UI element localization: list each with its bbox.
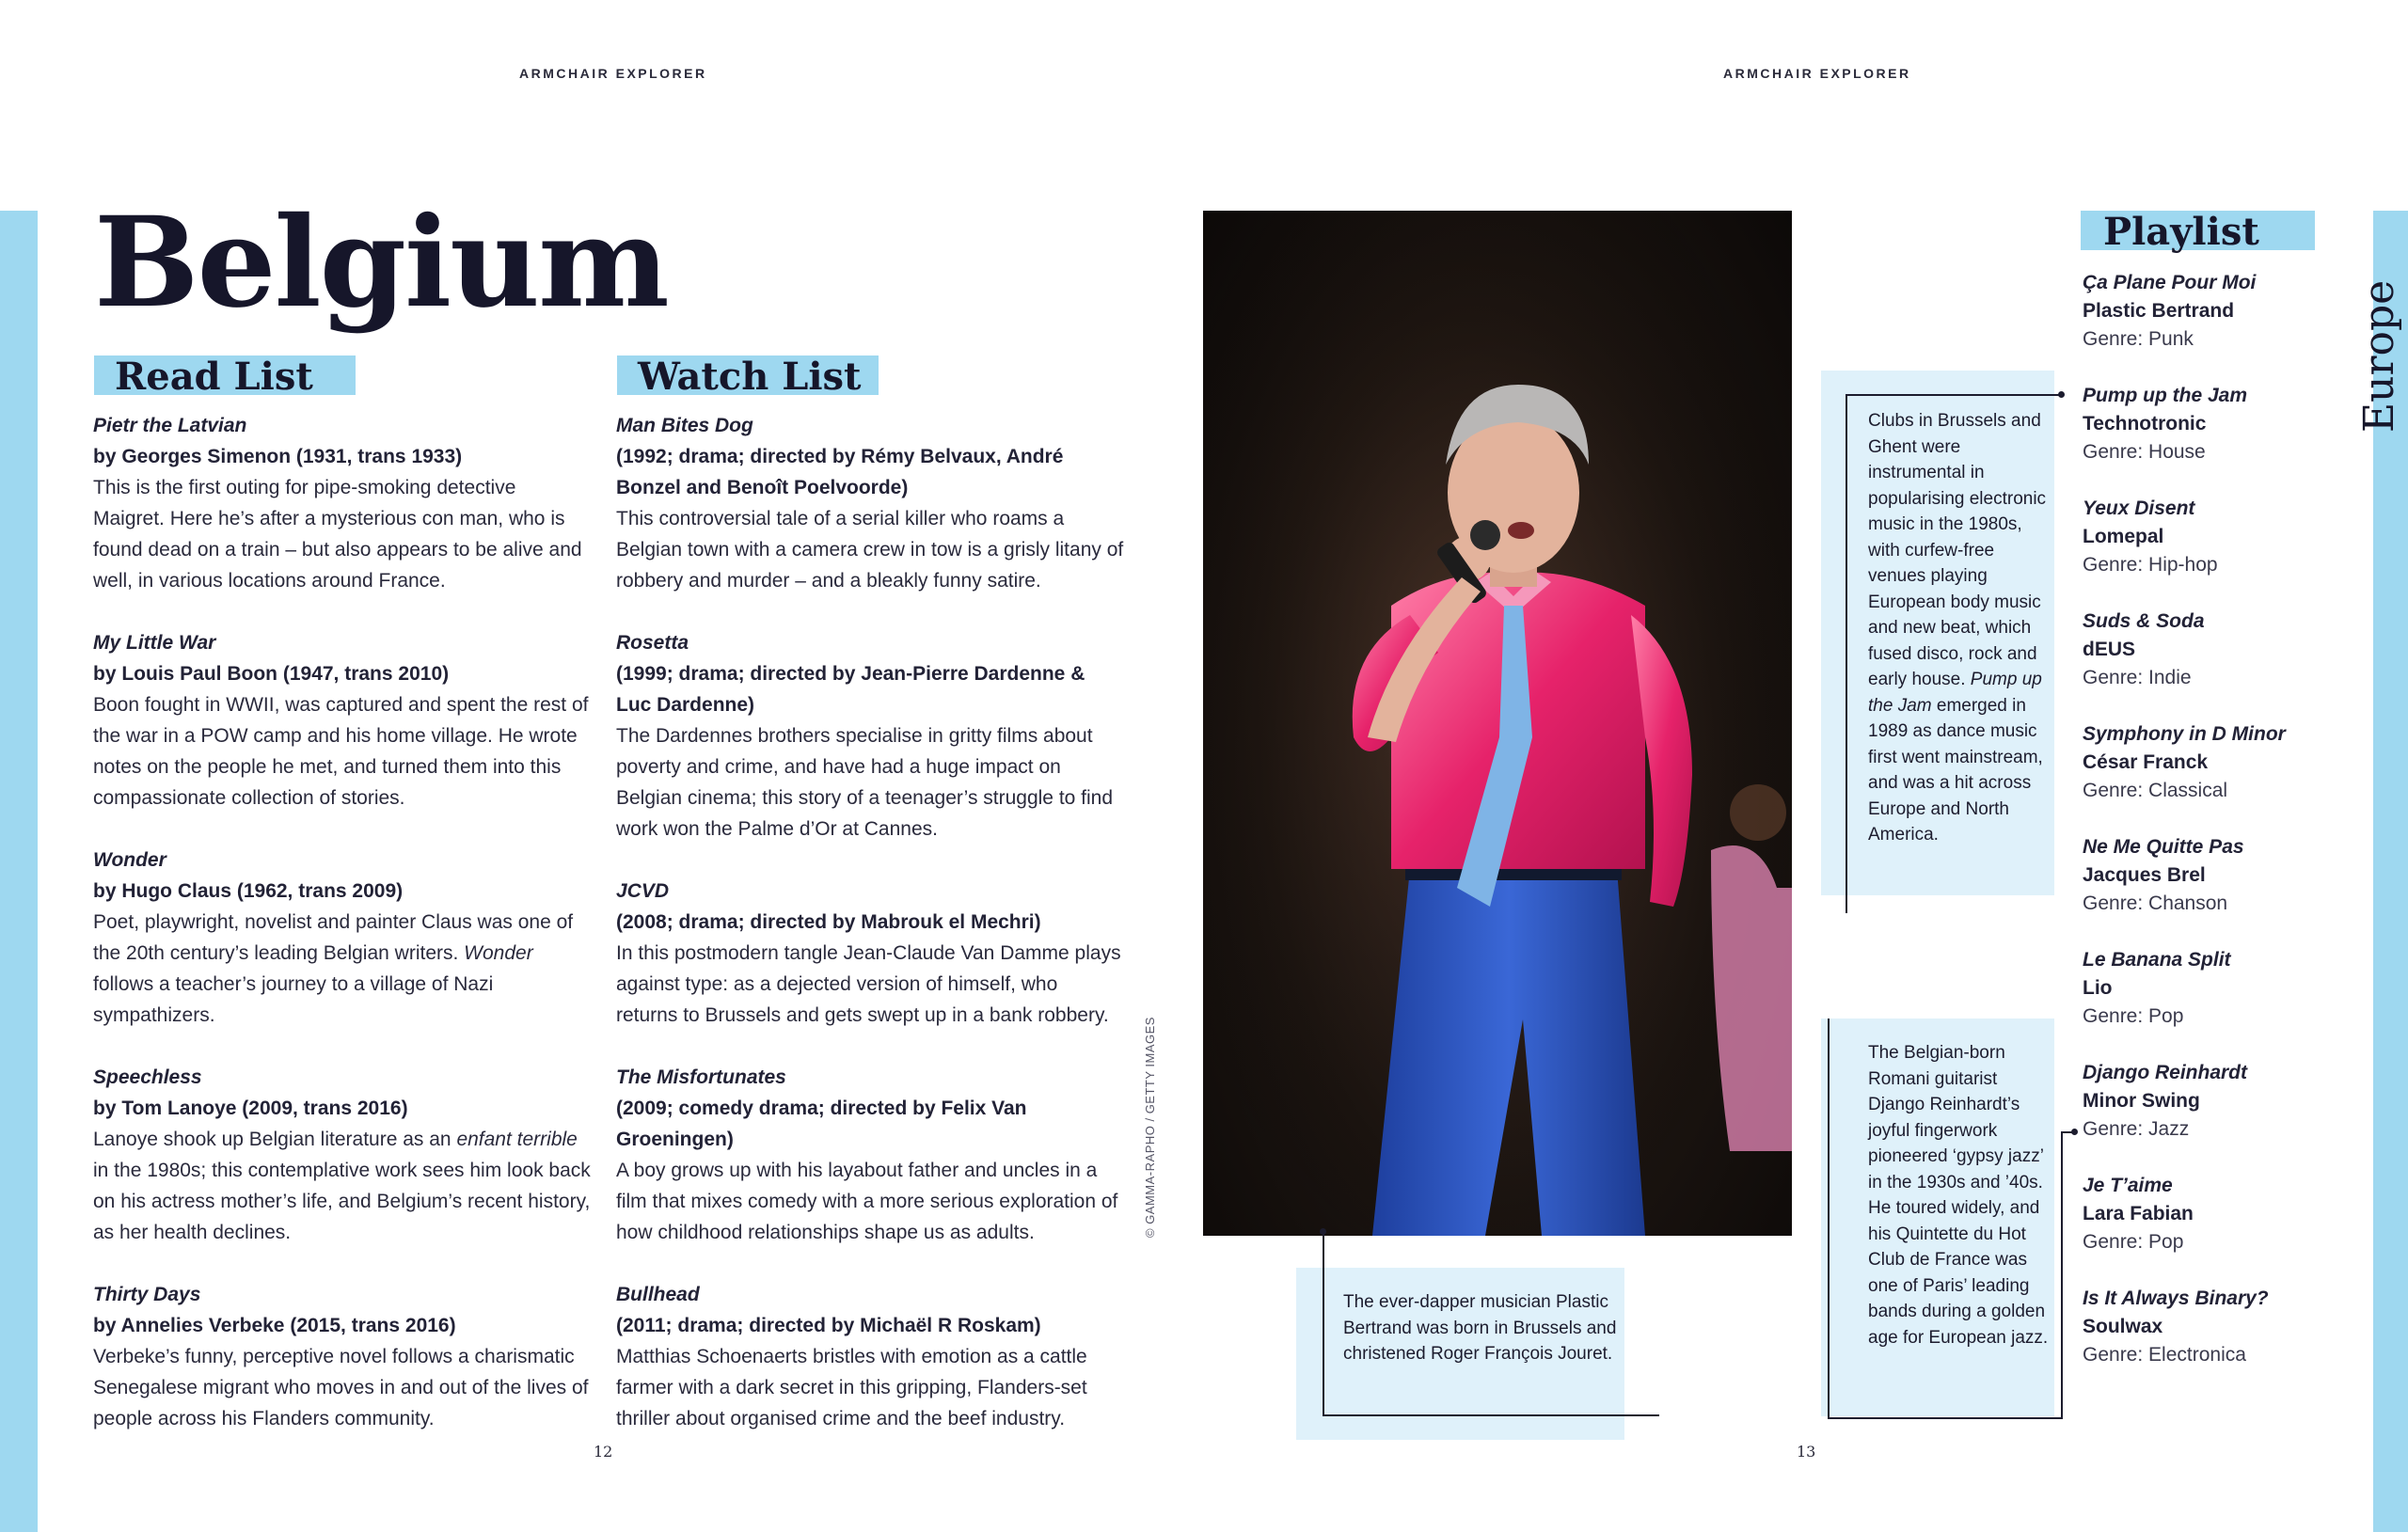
book-byline: by Tom Lanoye (2009, trans 2016) <box>93 1098 408 1119</box>
performer-illustration <box>1203 211 1792 1236</box>
book-title: Wonder <box>93 849 166 871</box>
playlist-track <box>2083 608 2365 692</box>
track-song: Yeux Disent <box>2083 498 2195 519</box>
page-number-right: 13 <box>1797 1443 1816 1461</box>
playlist <box>2083 269 2365 1398</box>
track-song: Django Reinhardt <box>2083 1062 2248 1083</box>
region-label: Europe <box>2355 279 2403 433</box>
read-list-item <box>93 410 592 596</box>
read-list <box>93 410 592 1465</box>
track-genre: Genre: Punk <box>2083 328 2194 350</box>
track-artist: Lara Fabian <box>2083 1203 2194 1224</box>
caption-leader-dot <box>2071 1129 2078 1135</box>
photo-caption-text: The ever-dapper musician Plastic Bertrand was born in Brussels and christened Roger François Jouret. <box>1343 1292 1617 1364</box>
caption-leader-line <box>1323 1414 1659 1416</box>
track-genre: Genre: House <box>2083 441 2206 463</box>
track-genre: Genre: Chanson <box>2083 892 2228 914</box>
running-header-right: ARMCHAIR EXPLORER <box>1723 66 1911 81</box>
clubs-caption <box>1821 371 2054 895</box>
track-song: Le Banana Split <box>2083 949 2231 971</box>
film-title: Man Bites Dog <box>616 415 753 436</box>
film-details: (2009; comedy drama; directed by Felix Van Groeningen) <box>616 1098 1027 1150</box>
caption-leader-line <box>1846 394 2062 396</box>
book-description: Poet, playwright, novelist and painter Claus was one of the 20th century’s leading Belgian writers. Wonder follows a teacher’s journey to a village of Nazi sympathizers. <box>93 911 574 1026</box>
film-details: (1999; drama; directed by Jean-Pierre Dardenne & Luc Dardenne) <box>616 663 1085 716</box>
performer-photo <box>1203 211 1792 1236</box>
playlist-heading-label: Playlist <box>2103 210 2259 254</box>
book-description: Verbeke’s funny, perceptive novel follows a charismatic Senegalese migrant who moves in and out of the lives of people across his Flanders community. <box>93 1346 589 1429</box>
caption-leader-line <box>2061 1131 2063 1419</box>
track-song: Ça Plane Pour Moi <box>2083 272 2257 293</box>
page-title: Belgium <box>94 190 668 336</box>
watch-list <box>616 410 1124 1465</box>
book-description: This is the first outing for pipe-smoking detective Maigret. Here he’s after a mysterious con man, who is found dead on a train – but also appears to be alive and well, in various locations around France. <box>93 477 582 592</box>
page-number-left: 12 <box>594 1443 613 1461</box>
read-list-item <box>93 627 592 813</box>
track-genre: Genre: Pop <box>2083 1231 2184 1253</box>
film-title: Rosetta <box>616 632 689 654</box>
django-caption-text: The Belgian-born Romani guitarist Django Reinhardt’s joyful fingerwork pioneered ‘gypsy jazz’ in the 1930s and ’40s. He toured widely, and his Quintette du Hot Club de France was one of Paris’ leading bands during a golden age for European jazz. <box>1868 1043 2049 1348</box>
watch-list-item <box>616 876 1124 1031</box>
book-description: Boon fought in WWII, was captured and spent the rest of the war in a POW camp and his home village. He wrote notes on the people he met, and turned them into this compassionate collection of stories. <box>93 694 589 809</box>
watch-list-heading-label: Watch List <box>638 355 862 399</box>
caption-leader-dot <box>2058 391 2065 398</box>
film-description: A boy grows up with his layabout father and uncles in a film that mixes comedy with a more serious exploration of how childhood relationships shape us as adults. <box>616 1160 1118 1243</box>
read-list-item <box>93 1062 592 1248</box>
watch-list-item <box>616 627 1124 845</box>
watch-list-item <box>616 1062 1124 1248</box>
book-title: Thirty Days <box>93 1284 201 1305</box>
track-artist: Minor Swing <box>2083 1090 2200 1112</box>
track-artist: Plastic Bertrand <box>2083 300 2235 322</box>
book-title: My Little War <box>93 632 216 654</box>
caption-leader-line <box>1323 1232 1324 1416</box>
film-description: In this postmodern tangle Jean-Claude Van Damme plays against type: as a dejected version of himself, who returns to Brussels and gets swept up in a bank robbery. <box>616 942 1121 1026</box>
book-byline: by Georges Simenon (1931, trans 1933) <box>93 446 463 467</box>
track-song: Je T’aime <box>2083 1175 2173 1196</box>
track-genre: Genre: Pop <box>2083 1005 2184 1027</box>
film-details: (1992; drama; directed by Rémy Belvaux, André Bonzel and Benoît Poelvoorde) <box>616 446 1064 498</box>
track-artist: Jacques Brel <box>2083 864 2206 886</box>
book-title: Pietr the Latvian <box>93 415 247 436</box>
book-byline: by Louis Paul Boon (1947, trans 2010) <box>93 663 450 685</box>
read-list-heading <box>94 355 356 399</box>
track-genre: Genre: Indie <box>2083 667 2192 688</box>
playlist-track <box>2083 269 2365 354</box>
playlist-track <box>2083 1172 2365 1256</box>
track-song: Symphony in D Minor <box>2083 723 2286 745</box>
playlist-track <box>2083 833 2365 918</box>
track-genre: Genre: Electronica <box>2083 1344 2246 1366</box>
track-song: Suds & Soda <box>2083 610 2205 632</box>
caption-leader-line <box>1846 394 1847 913</box>
caption-leader-line <box>1828 1417 2063 1419</box>
watch-list-heading <box>617 355 879 399</box>
playlist-track <box>2083 382 2365 466</box>
playlist-track <box>2083 720 2365 805</box>
track-genre: Genre: Jazz <box>2083 1118 2190 1140</box>
track-song: Is It Always Binary? <box>2083 1287 2269 1309</box>
playlist-track <box>2083 1285 2365 1369</box>
playlist-track <box>2083 1059 2365 1144</box>
film-title: Bullhead <box>616 1284 700 1305</box>
caption-leader-dot <box>1320 1228 1326 1235</box>
track-genre: Genre: Hip-hop <box>2083 554 2218 576</box>
running-header-left: ARMCHAIR EXPLORER <box>519 66 707 81</box>
playlist-track <box>2083 946 2365 1031</box>
playlist-heading <box>2081 210 2315 254</box>
accent-band-left <box>0 211 38 1532</box>
book-byline: by Annelies Verbeke (2015, trans 2016) <box>93 1315 456 1336</box>
track-artist: César Franck <box>2083 751 2209 773</box>
film-title: The Misfortunates <box>616 1066 786 1088</box>
clubs-caption-text: Clubs in Brussels and Ghent were instrumental in popularising electronic music in the 1980s, with curfew-free venues playing European body music and new beat, which fused disco, rock and early house. Pump up the Jam emerged in 1989 as dance music first went mainstream, and was a hit across Europe and North America. <box>1868 411 2047 845</box>
book-description: Lanoye shook up Belgian literature as an enfant terrible in the 1980s; this contemplative work sees him look back on his actress mother’s life, and Belgium’s recent history, as her health declines. <box>93 1129 591 1243</box>
film-details: (2011; drama; directed by Michaël R Roskam) <box>616 1315 1041 1336</box>
read-list-heading-label: Read List <box>115 355 313 399</box>
track-song: Pump up the Jam <box>2083 385 2248 406</box>
film-description: Matthias Schoenaerts bristles with emotion as a cattle farmer with a dark secret in this gripping, Flanders-set thriller about organised crime and the beef industry. <box>616 1346 1087 1429</box>
track-artist: dEUS <box>2083 639 2136 660</box>
film-details: (2008; drama; directed by Mabrouk el Mechri) <box>616 911 1041 933</box>
book-byline: by Hugo Claus (1962, trans 2009) <box>93 880 404 902</box>
watch-list-item <box>616 410 1124 596</box>
film-description: The Dardennes brothers specialise in gritty films about poverty and crime, and have had a huge impact on Belgian cinema; this story of a teenager’s struggle to find work won the Palme d’Or at Cannes. <box>616 725 1114 840</box>
track-artist: Technotronic <box>2083 413 2207 434</box>
photo-credit: © GAMMA-RAPHO / GETTY IMAGES <box>1143 1017 1157 1238</box>
film-description: This controversial tale of a serial killer who roams a Belgian town with a camera crew in tow is a grisly litany of robbery and murder – and a bleakly funny satire. <box>616 508 1124 592</box>
django-caption <box>1821 1019 2054 1416</box>
track-genre: Genre: Classical <box>2083 780 2228 801</box>
track-artist: Lomepal <box>2083 526 2164 547</box>
watch-list-item <box>616 1279 1124 1434</box>
book-title: Speechless <box>93 1066 202 1088</box>
film-title: JCVD <box>616 880 670 902</box>
track-artist: Soulwax <box>2083 1316 2163 1337</box>
track-song: Ne Me Quitte Pas <box>2083 836 2244 858</box>
caption-leader-line <box>1828 1019 1830 1419</box>
read-list-item <box>93 1279 592 1434</box>
track-artist: Lio <box>2083 977 2113 999</box>
playlist-track <box>2083 495 2365 579</box>
read-list-item <box>93 845 592 1031</box>
